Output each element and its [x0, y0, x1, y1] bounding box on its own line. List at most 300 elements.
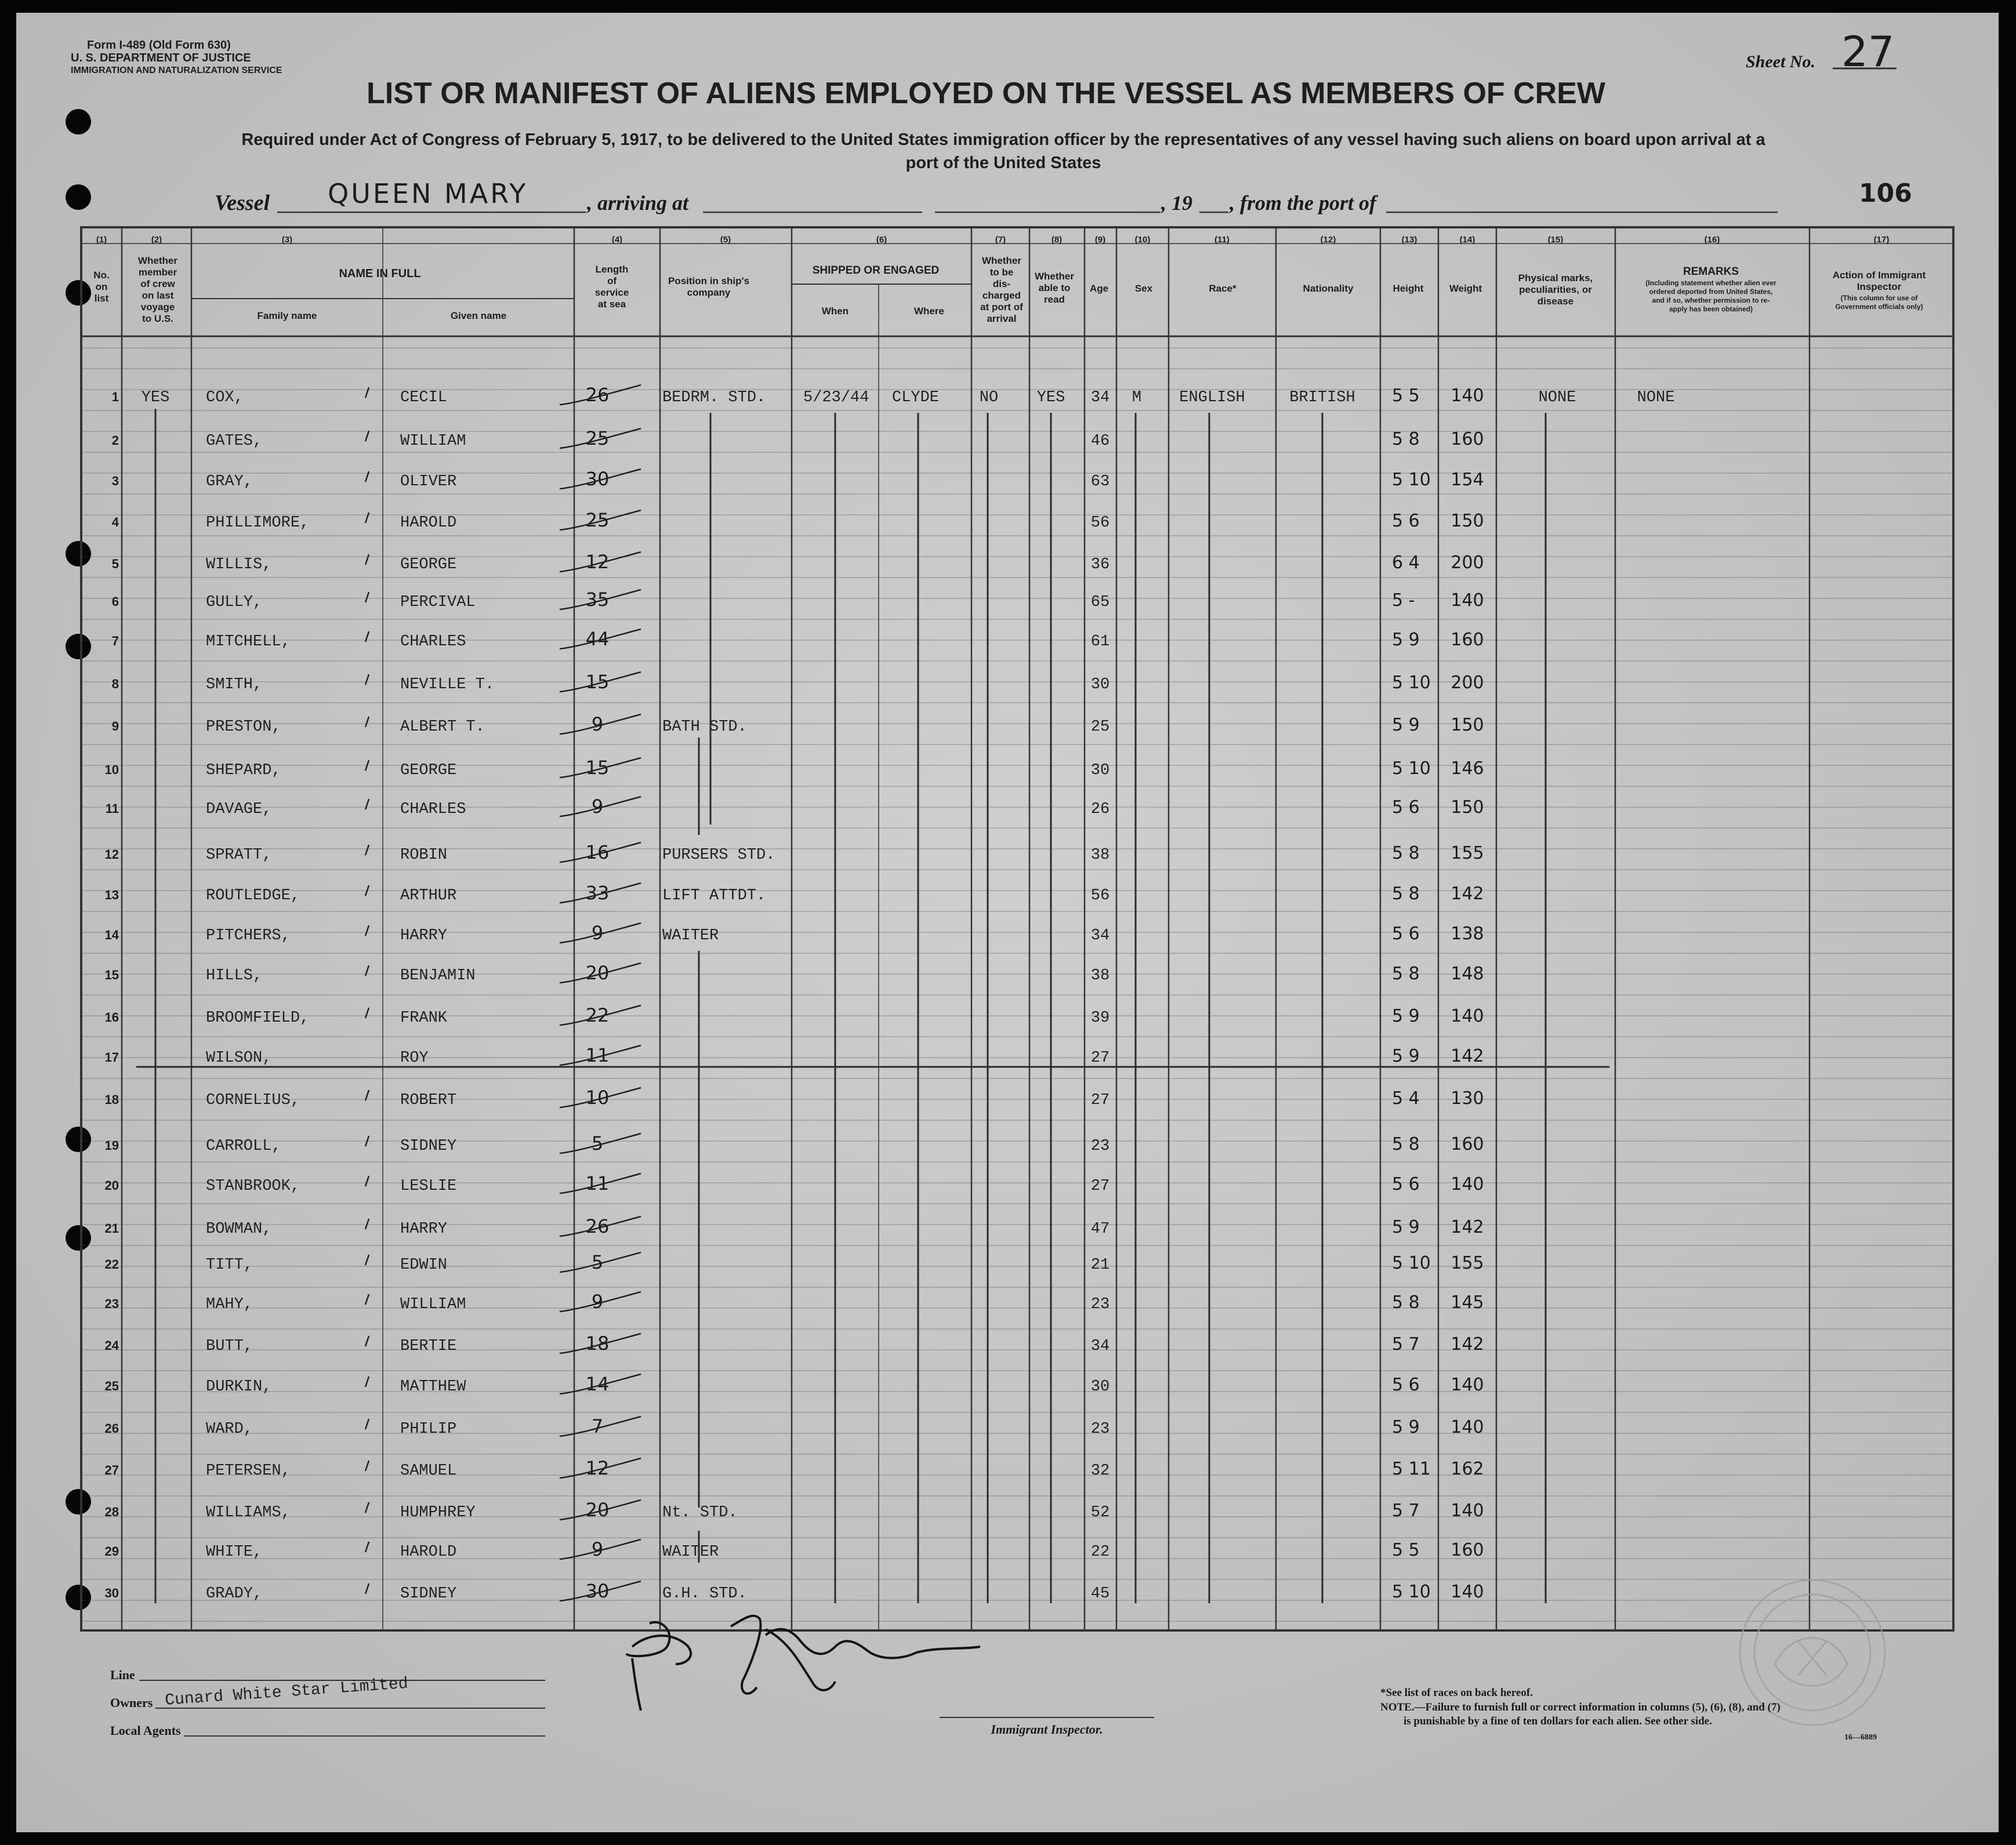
length-of-service: 10	[585, 1087, 610, 1109]
owners-label: Owners	[110, 1695, 153, 1710]
given-name: SAMUEL	[400, 1462, 457, 1480]
penalty-note-line2: is punishable by a fine of ten dollars for each alien. See other side.	[1404, 1715, 1712, 1727]
height: 5 6	[1392, 511, 1420, 531]
length-of-service: 9	[591, 1538, 604, 1560]
length-of-service: 15	[585, 671, 610, 693]
length-of-service: 9	[591, 1291, 604, 1313]
weight: 154	[1451, 470, 1484, 490]
col8-line2: able to	[1038, 282, 1071, 293]
weight: 140	[1451, 1417, 1484, 1437]
position: WAITER	[662, 927, 719, 945]
height: 5 6	[1392, 1174, 1420, 1194]
col5-line2: company	[687, 287, 731, 298]
age: 30	[1090, 762, 1110, 779]
position: Nt. STD.	[662, 1504, 738, 1521]
given-name: SIDNEY	[400, 1585, 457, 1603]
given-name: CHARLES	[400, 633, 466, 651]
position: LIFT ATTDT.	[662, 887, 766, 905]
age: 30	[1090, 676, 1110, 693]
col7-line6: arrival	[987, 313, 1017, 324]
age: 23	[1090, 1138, 1110, 1155]
column-number: (7)	[995, 235, 1006, 245]
height: 5 9	[1392, 1217, 1420, 1237]
weight: 160	[1451, 1540, 1484, 1560]
height: 5 7	[1392, 1501, 1420, 1521]
height-header: Height	[1393, 283, 1424, 294]
column-number: (3)	[281, 235, 293, 245]
column-number: (1)	[96, 235, 107, 245]
given-name: HUMPHREY	[400, 1504, 476, 1521]
height: 5 11	[1392, 1459, 1431, 1479]
column-number: (11)	[1214, 235, 1230, 245]
row-number: 5	[111, 557, 119, 571]
height: 5 9	[1392, 1417, 1420, 1437]
row-number: 11	[105, 801, 119, 816]
height: 5 8	[1392, 843, 1420, 863]
nationality-header: Nationality	[1303, 283, 1354, 294]
weight: 150	[1451, 511, 1484, 531]
col2-line1: Whether	[138, 255, 177, 266]
race-header: Race*	[1209, 283, 1237, 294]
crew-last-voyage: YES	[141, 389, 170, 406]
form-code: 16—6889	[1844, 1733, 1877, 1742]
subtitle-line2: port of the United States	[905, 154, 1101, 172]
col4-line2: of	[607, 275, 617, 286]
col1-line1: No.	[93, 270, 110, 281]
length-of-service: 5	[591, 1132, 604, 1154]
row-number: 26	[104, 1421, 119, 1436]
position: WAITER	[662, 1543, 719, 1561]
shipped-when: 5/23/44	[803, 389, 869, 406]
column-number: (9)	[1094, 235, 1106, 245]
age: 21	[1090, 1256, 1110, 1274]
length-of-service: 25	[585, 427, 610, 449]
column-number: (5)	[720, 235, 731, 245]
header-crew-last-voyage	[138, 255, 177, 324]
given-name: ROBERT	[400, 1092, 457, 1109]
age: 39	[1090, 1009, 1110, 1027]
height: 5 -	[1392, 590, 1415, 611]
col17-line2: Inspector	[1857, 281, 1902, 292]
given-name: ALBERT T.	[400, 718, 485, 736]
age: 34	[1090, 927, 1110, 945]
col15-line3: disease	[1537, 296, 1574, 307]
weight: 160	[1451, 1134, 1484, 1154]
col1-line2: on	[95, 281, 108, 292]
sex: M	[1132, 389, 1142, 406]
length-of-service: 30	[585, 1580, 610, 1602]
height: 5 6	[1392, 1375, 1420, 1395]
age: 27	[1090, 1049, 1110, 1067]
sheet-number: 27	[1841, 27, 1895, 76]
col2-line5: voyage	[140, 302, 175, 313]
form-title: LIST OR MANIFEST OF ALIENS EMPLOYED ON THE VESSEL AS MEMBERS OF CREW	[367, 77, 1605, 110]
row-number: 12	[104, 847, 119, 862]
line-label: Line	[110, 1668, 135, 1682]
position: G.H. STD.	[662, 1585, 747, 1603]
age: 56	[1090, 887, 1110, 905]
row-number: 29	[104, 1544, 119, 1559]
row-number: 27	[104, 1463, 119, 1477]
length-of-service: 12	[585, 1457, 610, 1479]
length-of-service: 16	[585, 841, 610, 863]
row-number: 30	[104, 1586, 119, 1600]
family-name: DAVAGE,	[206, 801, 272, 818]
length-of-service: 30	[585, 468, 610, 490]
given-name: WILLIAM	[400, 433, 466, 450]
family-name: TITT,	[206, 1256, 253, 1274]
given-name: WILLIAM	[400, 1296, 466, 1313]
weight: 140	[1451, 590, 1484, 611]
col4-line3: service	[594, 287, 629, 298]
age: 25	[1090, 718, 1110, 736]
given-name: GEORGE	[400, 762, 457, 779]
weight: 140	[1451, 1375, 1484, 1395]
height: 5 4	[1392, 1088, 1420, 1109]
col5-line1: Position in ship's	[668, 275, 750, 286]
age: 34	[1090, 1338, 1110, 1355]
weight: 200	[1451, 673, 1484, 693]
weight: 145	[1451, 1292, 1484, 1313]
given-name: CHARLES	[400, 801, 466, 818]
length-of-service: 9	[591, 713, 604, 735]
position: BATH STD.	[662, 718, 747, 736]
given-name: LESLIE	[400, 1178, 457, 1195]
row-number: 22	[104, 1257, 119, 1272]
family-name: PHILLIMORE,	[206, 514, 310, 532]
length-of-service: 7	[591, 1415, 604, 1437]
family-name: GRAY,	[206, 473, 253, 491]
row-number: 4	[111, 515, 119, 529]
family-name: WARD,	[206, 1421, 253, 1438]
year-label: , 19	[1161, 191, 1192, 215]
col2-line6: to U.S.	[142, 313, 173, 324]
col15-line2: peculiarities, or	[1519, 284, 1592, 295]
given-name: GEORGE	[400, 556, 457, 573]
given-name: CECIL	[400, 389, 448, 406]
age: 65	[1090, 594, 1110, 611]
row-number: 23	[104, 1296, 119, 1311]
weight: 142	[1451, 1217, 1484, 1237]
family-name: BROOMFIELD,	[206, 1009, 310, 1027]
weight: 138	[1451, 924, 1484, 944]
age: 27	[1090, 1178, 1110, 1195]
remarks: NONE	[1637, 389, 1675, 406]
header-no-on-list	[93, 270, 109, 304]
age: 23	[1090, 1421, 1110, 1438]
row-number: 17	[104, 1050, 119, 1065]
given-name: PERCIVAL	[400, 594, 476, 611]
col4-line4: at sea	[597, 299, 626, 310]
weight: 140	[1451, 1174, 1484, 1194]
weight: 146	[1451, 758, 1484, 779]
weight: 142	[1451, 1046, 1484, 1066]
col17-line4: Government officials only)	[1835, 303, 1923, 311]
family-name: CARROLL,	[206, 1138, 281, 1155]
shipped-engaged-header: SHIPPED OR ENGAGED	[812, 264, 940, 277]
length-of-service: 14	[585, 1373, 610, 1395]
height: 5 5	[1392, 1540, 1420, 1560]
from-port-label: , from the port of	[1230, 191, 1377, 215]
row-number: 14	[104, 928, 119, 942]
length-of-service: 20	[585, 962, 610, 984]
column-number: (8)	[1051, 235, 1063, 245]
family-name: GATES,	[206, 433, 263, 450]
weight: 150	[1451, 715, 1484, 735]
name-in-full-header: NAME IN FULL	[339, 267, 421, 280]
family-name: BOWMAN,	[206, 1221, 272, 1238]
col2-line3: of crew	[140, 278, 175, 289]
dept-name: U. S. DEPARTMENT OF JUSTICE	[71, 52, 251, 64]
family-name: COX,	[206, 389, 244, 406]
discharged: NO	[979, 389, 999, 406]
column-number: (6)	[876, 235, 887, 245]
family-name-header: Family name	[257, 310, 317, 321]
length-of-service: 44	[585, 628, 610, 650]
row-number: 16	[104, 1010, 119, 1025]
column-number: (12)	[1320, 235, 1336, 245]
age: 38	[1090, 847, 1110, 864]
weight: 140	[1451, 1501, 1484, 1521]
age: 22	[1090, 1543, 1110, 1561]
col16-line4: apply has been obtained)	[1669, 305, 1753, 313]
col7-line4: charged	[982, 290, 1021, 301]
age: 34	[1090, 389, 1110, 406]
when-header: When	[821, 306, 849, 317]
family-name: MITCHELL,	[206, 633, 291, 651]
race: ENGLISH	[1179, 389, 1245, 406]
weight: 142	[1451, 884, 1484, 904]
given-name: PHILIP	[400, 1421, 457, 1438]
weight: 140	[1451, 1582, 1484, 1602]
col4-line1: Length	[595, 264, 629, 275]
row-number: 19	[104, 1138, 119, 1153]
col7-line5: at port of	[980, 302, 1023, 313]
weight: 155	[1451, 843, 1484, 863]
given-name: FRANK	[400, 1009, 448, 1027]
age: 23	[1090, 1296, 1110, 1313]
family-name: WILLIS,	[206, 556, 272, 573]
height: 6 4	[1392, 553, 1420, 573]
age: 26	[1090, 801, 1110, 818]
col8-line1: Whether	[1035, 271, 1074, 282]
col1-line3: list	[94, 293, 109, 304]
height: 5 9	[1392, 630, 1420, 650]
age: 47	[1090, 1221, 1110, 1238]
age: 38	[1090, 967, 1110, 985]
position: PURSERS STD.	[662, 847, 775, 864]
family-name: STANBROOK,	[206, 1178, 300, 1195]
col2-line2: member	[138, 267, 177, 278]
length-of-service: 11	[585, 1172, 610, 1194]
family-name: BUTT,	[206, 1338, 253, 1355]
height: 5 8	[1392, 964, 1420, 984]
height: 5 7	[1392, 1334, 1420, 1354]
weight: 130	[1451, 1088, 1484, 1109]
height: 5 9	[1392, 715, 1420, 735]
weight: 142	[1451, 1334, 1484, 1354]
age: 63	[1090, 473, 1110, 491]
header-length-of-service	[595, 264, 629, 310]
length-of-service: 25	[585, 509, 610, 531]
given-name: SIDNEY	[400, 1138, 457, 1155]
height: 5 10	[1392, 1253, 1431, 1273]
length-of-service: 26	[585, 384, 610, 406]
owners-value: Cunard White Star Limited	[164, 1675, 409, 1710]
col2-line4: on last	[142, 290, 174, 301]
able-to-read: YES	[1036, 389, 1065, 406]
row-number: 2	[111, 433, 119, 448]
given-name: BERTIE	[400, 1338, 457, 1355]
col16-line3: and if so, whether permission to re-	[1652, 296, 1770, 304]
sheet-label: Sheet No.	[1746, 52, 1815, 71]
penalty-note-line1: NOTE.—Failure to furnish full or correct information in columns (5), (6), (8), and (7)	[1380, 1701, 1781, 1713]
family-name: WILSON,	[206, 1049, 272, 1067]
height: 5 9	[1392, 1046, 1420, 1066]
length-of-service: 11	[585, 1044, 610, 1066]
family-name: PETERSEN,	[206, 1462, 291, 1480]
column-number: (2)	[151, 235, 162, 245]
weight: 140	[1451, 1006, 1484, 1026]
column-number: (4)	[611, 235, 623, 245]
weight: 162	[1451, 1459, 1484, 1479]
height: 5 10	[1392, 1582, 1431, 1602]
height: 5 8	[1392, 1292, 1420, 1313]
row-number: 21	[104, 1221, 119, 1236]
length-of-service: 5	[591, 1251, 604, 1273]
given-name: ARTHUR	[400, 887, 457, 905]
form-id: Form I-489 (Old Form 630)	[87, 39, 231, 52]
age: 32	[1090, 1462, 1110, 1480]
row-number: 3	[111, 474, 119, 488]
row-number: 7	[111, 634, 119, 648]
length-of-service: 12	[585, 551, 610, 573]
weight: 140	[1451, 386, 1484, 406]
given-name: EDWIN	[400, 1256, 448, 1274]
length-of-service: 22	[585, 1004, 610, 1026]
length-of-service: 35	[585, 589, 610, 611]
age: 46	[1090, 433, 1110, 450]
age: 56	[1090, 514, 1110, 532]
length-of-service: 18	[585, 1332, 610, 1354]
given-name: MATTHEW	[400, 1378, 466, 1396]
row-number: 13	[104, 888, 119, 902]
weight: 200	[1451, 553, 1484, 573]
col17-line3: (This column for use of	[1840, 294, 1918, 302]
row-number: 9	[111, 719, 119, 733]
col17-line1: Action of Immigrant	[1832, 270, 1926, 281]
col16-line2: ordered deported from United States,	[1649, 288, 1773, 296]
row-number: 8	[111, 677, 119, 691]
family-name: GULLY,	[206, 594, 263, 611]
height: 5 6	[1392, 797, 1420, 818]
arriving-label: , arriving at	[587, 191, 689, 215]
race-note: *See list of races on back hereof.	[1380, 1687, 1533, 1699]
given-name: ROY	[400, 1049, 429, 1067]
height: 5 10	[1392, 673, 1431, 693]
remarks-header: REMARKS	[1683, 266, 1739, 278]
subtitle-line1: Required under Act of Congress of February 5, 1917, to be delivered to the United States immigration officer by the representatives of any vessel having such aliens on board upon arrival at a	[241, 130, 1765, 149]
height: 5 10	[1392, 470, 1431, 490]
weight-header: Weight	[1449, 283, 1482, 294]
physical-marks: NONE	[1538, 389, 1576, 406]
position: BEDRM. STD.	[662, 389, 766, 406]
where-header: Where	[914, 306, 944, 317]
height: 5 8	[1392, 429, 1420, 449]
age: 36	[1090, 556, 1110, 573]
row-number: 20	[104, 1178, 119, 1193]
column-number: (10)	[1134, 235, 1151, 245]
page-number: 106	[1859, 179, 1912, 208]
given-name: ROBIN	[400, 847, 448, 864]
family-name: SHEPARD,	[206, 762, 281, 779]
family-name: MAHY,	[206, 1296, 253, 1313]
row-number: 25	[104, 1379, 119, 1393]
col7-line3: dis-	[992, 278, 1011, 289]
weight: 160	[1451, 630, 1484, 650]
weight: 155	[1451, 1253, 1484, 1273]
given-name: HARRY	[400, 1221, 448, 1238]
family-name: WILLIAMS,	[206, 1504, 291, 1521]
age-header: Age	[1089, 283, 1109, 294]
weight: 148	[1451, 964, 1484, 984]
height: 5 9	[1392, 1006, 1420, 1026]
given-name-header: Given name	[450, 310, 507, 321]
col7-line2: to be	[989, 267, 1014, 278]
given-name: NEVILLE T.	[400, 676, 495, 693]
sex-header: Sex	[1134, 283, 1153, 294]
length-of-service: 15	[585, 757, 610, 779]
row-number: 15	[104, 968, 119, 982]
family-name: SMITH,	[206, 676, 263, 693]
family-name: WHITE,	[206, 1543, 263, 1561]
row-number: 1	[111, 390, 119, 404]
age: 45	[1090, 1585, 1110, 1603]
given-name: HAROLD	[400, 1543, 457, 1561]
length-of-service: 33	[585, 882, 610, 904]
column-number: (15)	[1547, 235, 1564, 245]
immigrant-inspector-label: Immigrant Inspector.	[991, 1722, 1103, 1737]
family-name: SPRATT,	[206, 847, 272, 864]
row-number: 28	[104, 1505, 119, 1519]
local-agents-label: Local Agents	[110, 1723, 181, 1738]
family-name: HILLS,	[206, 967, 263, 985]
shipped-where: CLYDE	[892, 389, 940, 406]
length-of-service: 9	[591, 796, 604, 818]
given-name: BENJAMIN	[400, 967, 476, 985]
age: 27	[1090, 1092, 1110, 1109]
age: 61	[1090, 633, 1110, 651]
family-name: GRADY,	[206, 1585, 263, 1603]
column-number: (14)	[1459, 235, 1475, 245]
column-number: (13)	[1401, 235, 1417, 245]
vessel-label: Vessel	[215, 191, 270, 215]
family-name: CORNELIUS,	[206, 1092, 300, 1109]
family-name: PITCHERS,	[206, 927, 291, 945]
length-of-service: 9	[591, 922, 604, 944]
row-number: 24	[104, 1338, 119, 1353]
length-of-service: 26	[585, 1215, 610, 1237]
column-number: (17)	[1873, 235, 1890, 245]
col7-line1: Whether	[982, 255, 1021, 266]
family-name: DURKIN,	[206, 1378, 272, 1396]
given-name: OLIVER	[400, 473, 457, 491]
length-of-service: 20	[585, 1499, 610, 1521]
family-name: ROUTLEDGE,	[206, 887, 300, 905]
given-name: HARRY	[400, 927, 448, 945]
col16-line1: (Including statement whether alien ever	[1645, 279, 1776, 287]
age: 52	[1090, 1504, 1110, 1521]
